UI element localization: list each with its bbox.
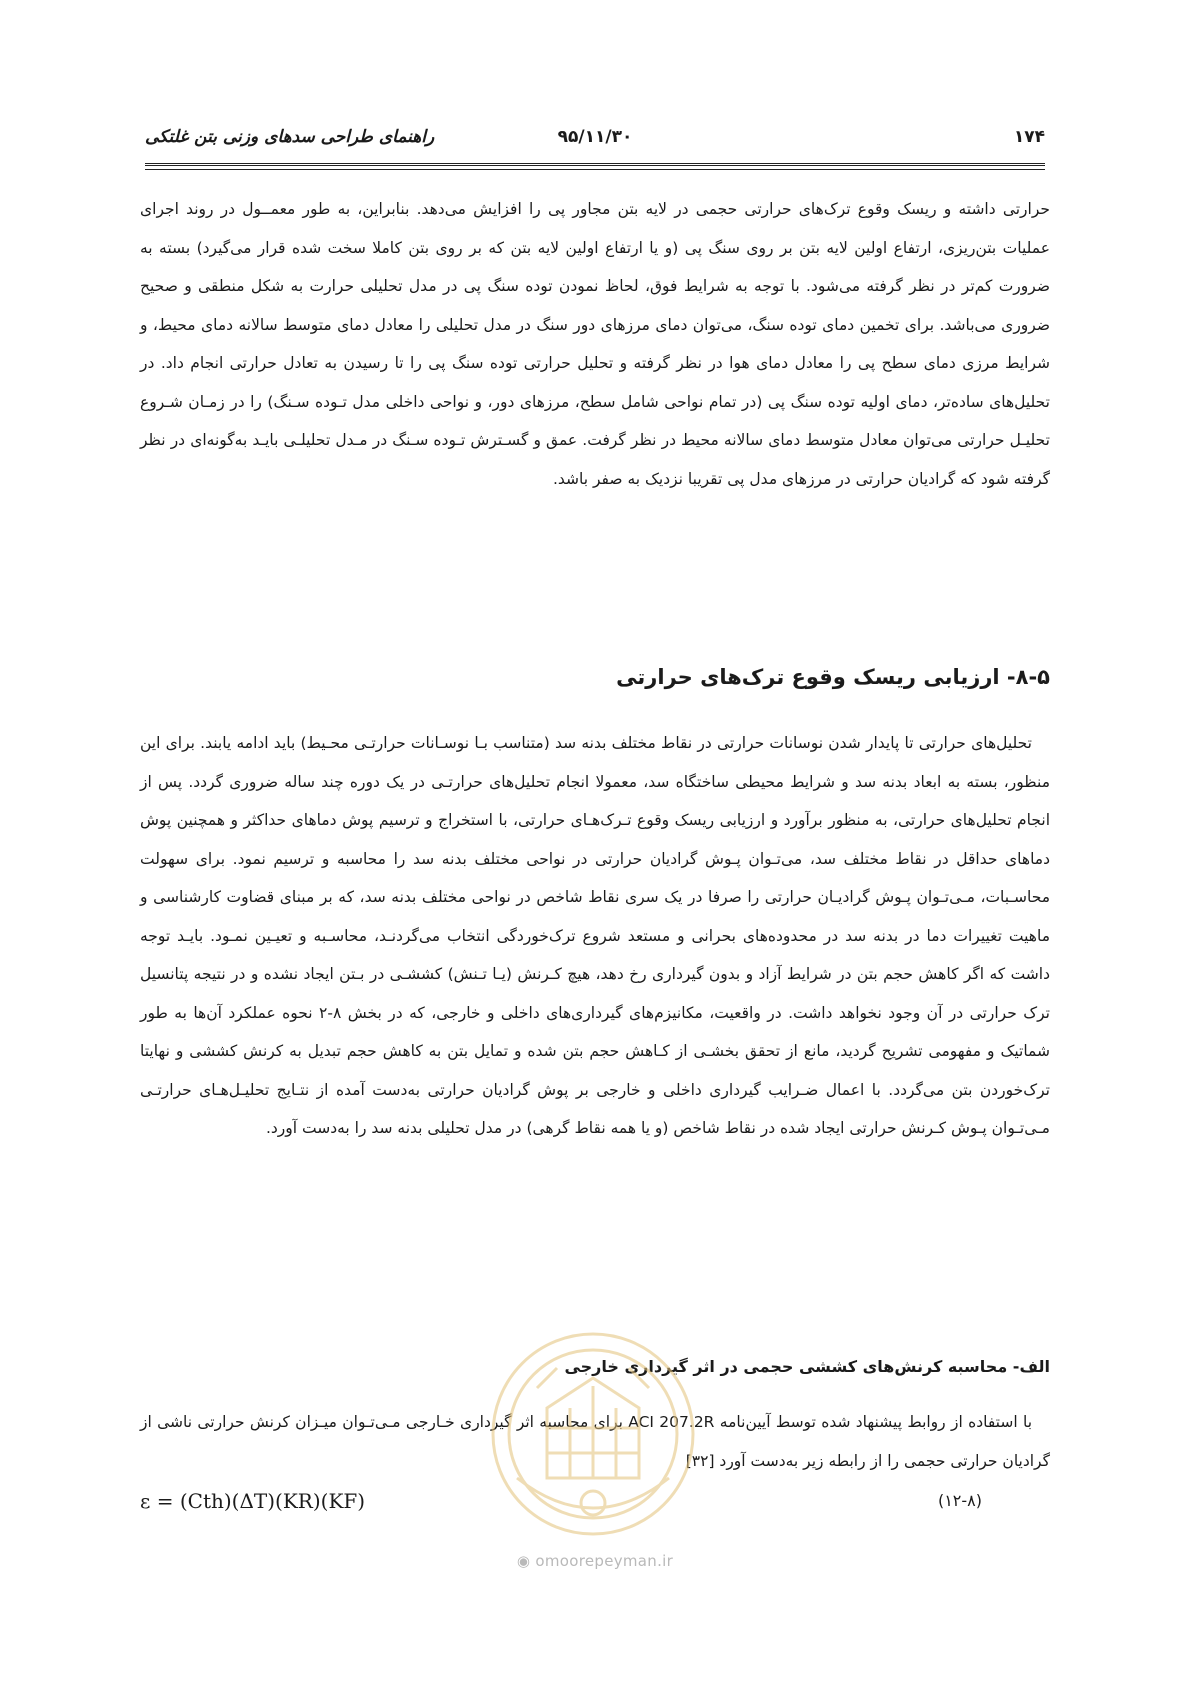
watermark-url — [495, 1552, 695, 1570]
body-paragraph-3: با استفاده از روابط پیشنهاد شده توسط آیین‌نامه ACI 207.2R برای محاسبه اثر گیرداری خـارجی مـی‌تـوان میـزان کرنش حرارتی ناشی از گرادیان حرارتی حجمی را از رابطه زیر به‌دست آورد [۳۲] — [140, 1413, 1050, 1470]
header-date: ۹۵/۱۱/۳۰ — [557, 127, 633, 147]
equation-number: (۱۲-۸) — [937, 1491, 982, 1510]
section-heading: ۸-۵- ارزیابی ریسک وقوع ترک‌های حرارتی — [616, 665, 1050, 689]
running-header — [145, 127, 1045, 153]
watermark-url-text: omoorepeyman.ir — [535, 1552, 674, 1570]
sub-heading: الف- محاسبه کرنش‌های کششی حجمی در اثر گیرداری خارجی — [564, 1357, 1050, 1376]
body-paragraph-2: تحلیل‌های حرارتی تا پایدار شدن نوسانات حرارتی در نقاط مختلف بدنه سد (متناسب بـا نوسـانات حرارتـی محـیط) باید ادامه یابند. برای این منظور، بسته به ابعاد بدنه سد و شرایط محیطی ساختگاه سد، معمولا انجام تحلیل‌های حرارتـی در یک دوره چند ساله ضروری گردد. پس از انجام تحلیل‌های حرارتی، به منظور برآورد و ارزیابی ریسک وقوع تـرک‌هـای حرارتی، با استخراج و ترسیم پوش دماهای حداکثر و همچنین پوش دماهای حداقل در نقاط مختلف سد، می‌تـوان پـوش گرادیان حرارتی در نواحی مختلف بدنه سد را محاسبه و ترسیم نمود. برای سهولت محاسـبات، مـی‌تـوان پـوش گرادیـان حرارتی را صرفا در یک سری نقاط شاخص در نواحی مختلف بدنه سد، که بر مبنای قضاوت کارشناسی و ماهیت تغییرات دما در بدنه سد در محدوده‌های بحرانی و مستعد شروع ترک‌خوردگی انتخاب می‌گردنـد، محاسـبه و تعیـین نمـود. بایـد توجه داشت که اگر کاهش حجم بتن در شرایط آزاد و بدون گیرداری رخ دهد، هیچ کـرنش (یـا تـنش) کششـی در بـتن ایجاد نشده و در نتیجه پتانسیل ترک حرارتی در آن وجود نخواهد داشت. در واقعیت، مکانیزم‌های گیرداری‌های داخلی و خارجی، که در بخش ۸-۲ نحوه عملکرد آن‌ها به طور شماتیک و مفهومی تشریح گردید، مانع از تحقق بخشـی از کـاهش حجم بتن شده و تمایل بتن به کاهش حجم تبدیل به کرنش کششی و نهایتا ترک‌خوردن بتن می‌گردد. با اعمال ضـرایب گیرداری داخلی و خارجی بر پوش گرادیان حرارتی به‌دست آمده از نتـایج تحلیـل‌هـای حرارتـی مـی‌تـوان پـوش کـرنش حرارتی ایجاد شده در نقاط شاخص (و یا همه نقاط گرهی) در مدل تحلیلی بدنه سد را به‌دست آورد. — [140, 734, 1050, 1137]
equation: ε = (Cth)(ΔT)(KR)(KF) — [140, 1489, 366, 1513]
header-title: راهنمای طراحی سدهای وزنی بتن غلتکی — [145, 127, 435, 147]
body-paragraph-1: حرارتی داشته و ریسک وقوع ترک‌های حرارتی حجمی در لایه بتن مجاور پی را افزایش می‌دهد. بنابراین، به طور معمــول در روند اجرای عملیات بتن‌ریزی، ارتفاع اولین لایه بتن بر روی سنگ پی (و یا ارتفاع اولین لایه بتن که بر روی بتن کاملا سخت شده قرار می‌گیرد) بسته به ضرورت کم‌تر در نظر گرفته می‌شود. با توجه به شرایط فوق، لحاظ نمودن توده سنگ پی در مدل تحلیلی حرارت به شکل منطقی و صحیح ضروری می‌باشد. برای تخمین دمای توده سنگ، می‌توان دمای مرزهای دور سنگ در مدل تحلیلی را معادل دمای متوسط سالانه دمای محیط، و شرایط مرزی دمای سطح پی را معادل دمای هوا در نظر گرفته و تحلیل حرارتی توده سنگ پی را تا رسیدن به تعادل حرارتی انجام داد. در تحلیل‌های ساده‌تر، دمای اولیه توده سنگ پی (در تمام نواحی شامل سطح، مرزهای دور، و نواحی داخلی مدل تـوده سـنگ) را در زمـان شـروع تحلیـل حرارتی می‌توان معادل متوسط دمای سالانه محیط در نظر گرفت. عمق و گسـترش تـوده سـنگ در مـدل تحلیلـی بایـد به‌گونه‌ای در نظر گرفته شود که گرادیان حرارتی در مرزهای مدل پی تقریبا نزدیک به صفر باشد. — [140, 200, 1050, 488]
watermark-seal-icon — [487, 1328, 699, 1540]
page-number: ۱۷۴ — [1013, 127, 1045, 147]
watermark-globe-icon: ◉ — [516, 1552, 531, 1570]
header-rule — [145, 163, 1045, 170]
